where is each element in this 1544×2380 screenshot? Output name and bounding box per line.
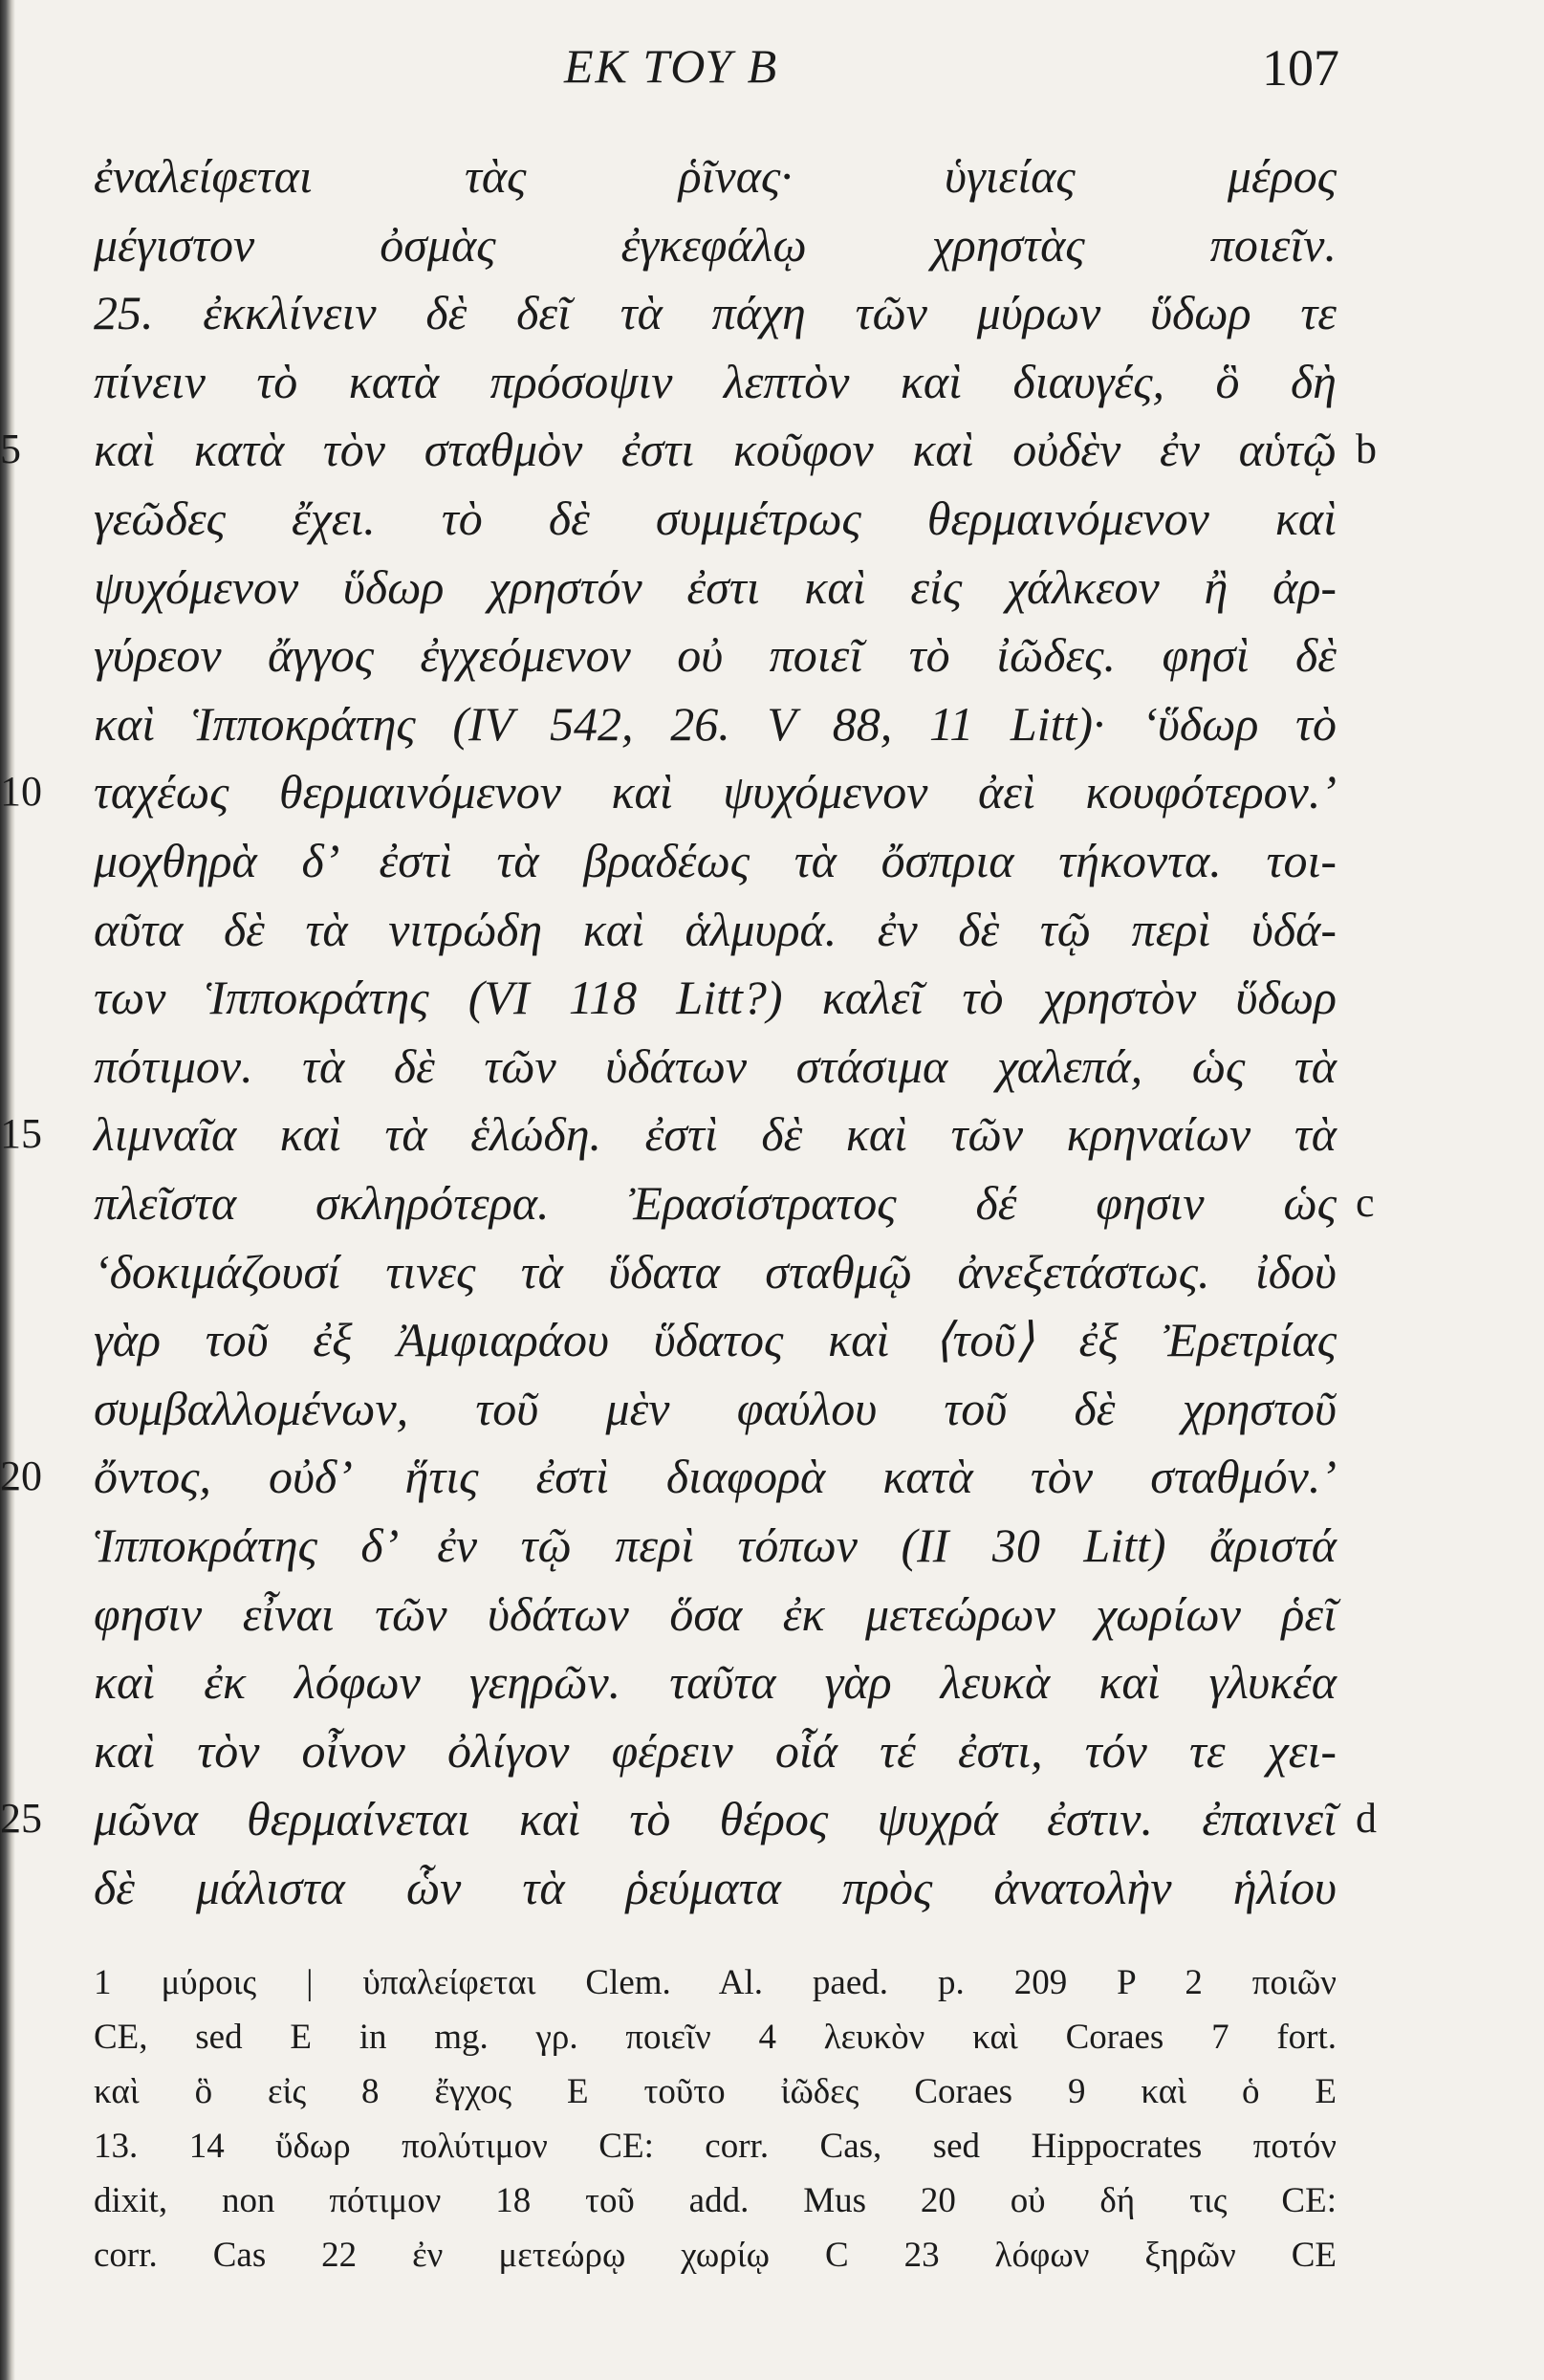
line-number: 20: [0, 1452, 42, 1499]
text-line: καὶ κατὰ τὸν σταθμὸν ἐστι κοῦφον καὶ οὐδὲν ἐν αὑτῷ: [94, 423, 1337, 476]
margin-section-letter: b: [1356, 426, 1377, 472]
text-line: μέγιστον ὀσμὰς ἐγκεφάλῳ χρηστὰς ποιεῖν.: [94, 218, 1337, 272]
page-number: 107: [1262, 39, 1339, 97]
margin-section-letter: d: [1356, 1795, 1377, 1842]
text-line: πλεῖστα σκληρότερα. Ἐρασίστρατος δέ φησιν ὡς: [94, 1176, 1337, 1230]
text-line: καὶ τὸν οἶνον ὀλίγον φέρειν οἷά τέ ἐστι, τόν τε χει-: [94, 1724, 1337, 1778]
text-line: συμβαλλομένων, τοῦ μὲν φαύλου τοῦ δὲ χρηστοῦ: [94, 1382, 1337, 1435]
footnote-line: dixit, non πότιμον 18 τοῦ add. Mus 20 οὐ δή τις CE:: [94, 2181, 1337, 2220]
line-number: 15: [0, 1110, 42, 1157]
text-line: πότιμον. τὰ δὲ τῶν ὑδάτων στάσιμα χαλεπά, ὡς τὰ: [94, 1039, 1337, 1093]
text-line: 25. ἐκκλίνειν δὲ δεῖ τὰ πάχη τῶν μύρων ὕδωρ τε: [94, 286, 1337, 339]
text-line: φησιν εἶναι τῶν ὑδάτων ὅσα ἐκ μετεώρων χωρίων ῥεῖ: [94, 1587, 1337, 1641]
text-line: αῦτα δὲ τὰ νιτρώδη καὶ ἁλμυρά. ἐν δὲ τῷ περὶ ὑδά-: [94, 903, 1337, 956]
text-line: μοχθηρὰ δ’ ἐστὶ τὰ βραδέως τὰ ὄσπρια τήκοντα. τοι-: [94, 834, 1337, 887]
line-number: 10: [0, 768, 42, 815]
text-line: ὄντος, οὐδ’ ἥτις ἐστὶ διαφορὰ κατὰ τὸν σταθμόν.’: [94, 1450, 1337, 1503]
binding-gutter: [0, 0, 15, 2380]
text-line: ἐναλείφεται τὰς ῥῖνας· ὑγιείας μέρος: [94, 149, 1337, 203]
text-line: γεῶδες ἔχει. τὸ δὲ συμμέτρως θερμαινόμενον καὶ: [94, 491, 1337, 545]
text-line: γύρεον ἄγγος ἐγχεόμενον οὐ ποιεῖ τὸ ἰῶδες. φησὶ δὲ: [94, 628, 1337, 682]
line-number: 25: [0, 1795, 42, 1842]
page-header: [0, 38, 1544, 105]
margin-section-letter: c: [1356, 1179, 1375, 1226]
text-line: λιμναῖα καὶ τὰ ἑλώδη. ἐστὶ δὲ καὶ τῶν κρηναίων τὰ: [94, 1107, 1337, 1161]
running-head: ΕΚ ΤΟΥ Β: [564, 39, 779, 93]
line-number: 5: [0, 426, 21, 472]
footnote-line: 1 μύροις | ὑπαλείφεται Clem. Al. paed. p. 209 P 2 ποιῶν: [94, 1963, 1337, 2002]
footnote-line: CE, sed E in mg. γρ. ποιεῖν 4 λευκὸν καὶ Coraes 7 fort.: [94, 2018, 1337, 2057]
text-line: ταχέως θερμαινόμενον καὶ ψυχόμενον ἀεὶ κουφότερον.’: [94, 765, 1337, 819]
footnote-line: καὶ ὃ εἰς 8 ἔγχος E τοῦτο ἰῶδες Coraes 9 καὶ ὁ E: [94, 2072, 1337, 2111]
text-line: δὲ μάλιστα ὧν τὰ ῥεύματα πρὸς ἀνατολὴν ἡλίου: [94, 1861, 1337, 1914]
footnote-line: corr. Cas 22 ἐν μετεώρῳ χωρίῳ C 23 λόφων ξηρῶν CE: [94, 2236, 1337, 2275]
text-line: καὶ ἐκ λόφων γεηρῶν. ταῦτα γὰρ λευκὰ καὶ γλυκέα: [94, 1655, 1337, 1709]
footnote-line: 13. 14 ὕδωρ πολύτιμον CE: corr. Cas, sed Hippocrates ποτόν: [94, 2127, 1337, 2166]
text-line: μῶνα θερμαίνεται καὶ τὸ θέρος ψυχρά ἐστιν. ἐπαινεῖ: [94, 1792, 1337, 1845]
text-line: πίνειν τὸ κατὰ πρόσοψιν λεπτὸν καὶ διαυγές, ὃ δὴ: [94, 355, 1337, 408]
text-line: ψυχόμενον ὕδωρ χρηστόν ἐστι καὶ εἰς χάλκεον ἢ ἀρ-: [94, 560, 1337, 614]
text-line: καὶ Ἱπποκράτης (IV 542, 26. V 88, 11 Litt)· ‘ὕδωρ τὸ: [94, 697, 1337, 751]
text-line: των Ἱπποκράτης (VI 118 Litt?) καλεῖ τὸ χρηστὸν ὕδωρ: [94, 971, 1337, 1024]
text-line: ‘δοκιμάζουσί τινες τὰ ὕδατα σταθμῷ ἀνεξετάστως. ἰδοὺ: [94, 1245, 1337, 1299]
text-line: Ἱπποκράτης δ’ ἐν τῷ περὶ τόπων (II 30 Litt) ἄριστά: [94, 1518, 1337, 1572]
text-line: γὰρ τοῦ ἐξ Ἀμφιαράου ὕδατος καὶ ⟨τοῦ⟩ ἐξ Ἐρετρίας: [94, 1313, 1337, 1366]
